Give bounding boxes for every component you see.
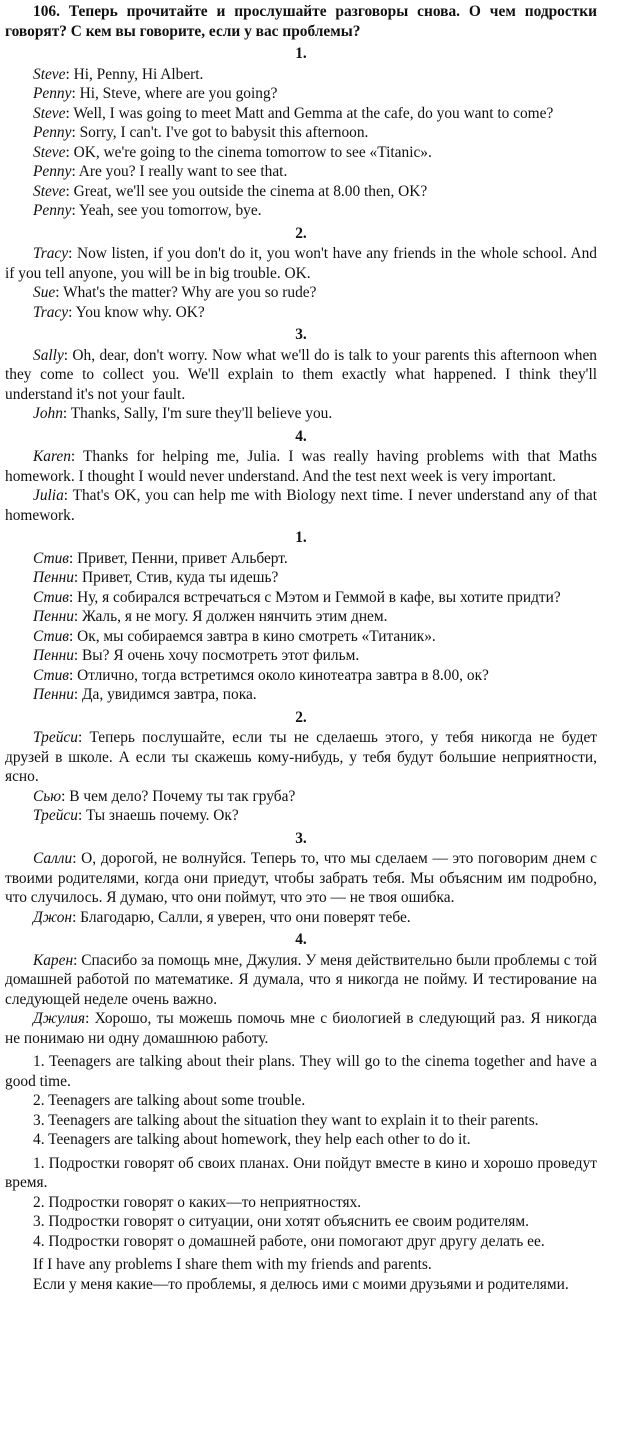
dialogue-line — [5, 549, 597, 569]
line-text: : О, дорогой, не волнуйся. Теперь то, что мы сделаем — это поговорим днем с твоими родителями, когда они приедут, чтобы забрать тебя. Мы объясним им подробно, что случилось. Я думаю, что они поймут, что это — не твоя ошибка. — [5, 850, 597, 906]
dialogue-line — [5, 728, 597, 787]
speaker-name: Пенни — [33, 647, 74, 664]
dialogue-line — [5, 244, 597, 283]
answer-item: 3. Teenagers are talking about the situation they want to explain it to their parents. — [33, 1111, 539, 1129]
line-text: : Oh, dear, don't worry. Now what we'll do is talk to your parents this afternoon when they come to collect you. We'll explain to them exactly what happened. I think they'll understand it's not your fault. — [5, 346, 597, 403]
en-dialogue-4 — [5, 427, 597, 526]
line-text: : Hi, Steve, where are you going? — [71, 85, 278, 102]
final-answer-ru: Если у меня какие—то проблемы, я делюсь ими с моими друзьями и родителями. — [33, 1275, 569, 1293]
line-text: : Great, we'll see you outside the cinema at 8.00 then, OK? — [65, 182, 428, 200]
speaker-name: Сью — [33, 787, 62, 805]
line-text: : Хорошо, ты можешь помочь мне с биологией в следующий раз. Я никогда не понимаю ни одну домашнюю работу. — [5, 1010, 597, 1047]
speaker-name: Салли — [33, 850, 73, 867]
dialogue-number: 3. — [295, 829, 307, 847]
en-dialogue-2 — [5, 224, 597, 323]
line-text: : Теперь послушайте, если ты не сделаешь этого, у тебя никогда не будет друзей в школе. А если ты скажешь кому-нибудь, у тебя будут большие неприятности, ясно. — [5, 729, 597, 785]
answer-item: 4. Teenagers are talking about homework, they help each other to do it. — [33, 1131, 471, 1148]
line-text: : Now listen, if you don't do it, you won't have any friends in the whole school. And if you tell anyone, you will be in big trouble. OK. — [5, 245, 597, 282]
speaker-name: Джон — [33, 908, 73, 926]
answers-english — [5, 1052, 597, 1150]
dialogue-line — [5, 182, 597, 202]
dialogue-line — [5, 951, 597, 1010]
speaker-name: Трейси — [33, 807, 78, 824]
russian-dialogues — [5, 528, 597, 1048]
answers-russian — [5, 1154, 597, 1252]
dialogue-line — [5, 404, 597, 424]
dialogue-number: 4. — [295, 427, 307, 445]
dialogue-line — [5, 123, 597, 143]
line-text: : Вы? Я очень хочу посмотреть этот фильм. — [73, 647, 360, 664]
ru-dialogue-4 — [5, 930, 597, 1048]
dialogue-line — [5, 666, 597, 686]
line-text: : Ок, мы собираемся завтра в кино смотреть «Титаник». — [68, 627, 436, 645]
dialogue-line — [5, 627, 597, 647]
answer-item: 2. Подростки говорят о каких—то неприятностях. — [33, 1193, 362, 1211]
speaker-name: Karen — [33, 448, 71, 465]
line-text: : Привет, Пенни, привет Альберт. — [68, 549, 288, 567]
answer-item: 1. Подростки говорят об своих планах. Они пойдут вместе в кино и хорошо проведут время. — [5, 1154, 597, 1191]
line-text: : Hi, Penny, Hi Albert. — [65, 65, 204, 83]
dialogue-line — [5, 908, 597, 928]
speaker-name: Penny — [33, 85, 72, 102]
line-text: : Привет, Стив, куда ты идешь? — [73, 569, 279, 586]
dialogue-line — [5, 303, 597, 323]
answer-item: 2. Teenagers are talking about some trouble. — [33, 1092, 306, 1109]
speaker-name: Steve — [33, 104, 66, 122]
speaker-name: Пенни — [33, 686, 74, 703]
line-text: : You know why. OK? — [68, 303, 205, 321]
dialogue-line — [5, 447, 597, 486]
dialogue-line — [5, 646, 597, 666]
line-text: : Благодарю, Салли, я уверен, что они поверят тебе. — [72, 908, 411, 926]
line-text: : Отлично, тогда встретимся около кинотеатра завтра в 8.00, ок? — [68, 666, 489, 684]
dialogue-line — [5, 104, 597, 124]
speaker-name: Sally — [33, 346, 64, 364]
dialogue-line — [5, 1009, 597, 1048]
dialogue-line — [5, 568, 597, 588]
line-text: : Are you? I really want to see that. — [71, 163, 288, 180]
dialogue-line — [5, 849, 597, 908]
dialogue-line — [5, 143, 597, 163]
dialogue-number: 3. — [295, 326, 307, 343]
dialogue-line — [5, 201, 597, 221]
en-dialogue-1 — [5, 44, 597, 221]
final-answer — [5, 1255, 597, 1294]
dialogue-number: 2. — [295, 708, 307, 726]
line-text: : Sorry, I can't. I've got to babysit this afternoon. — [71, 124, 369, 141]
answer-item: 4. Подростки говорят о домашней работе, они помогают друг другу делать ее. — [33, 1232, 545, 1250]
line-text: : Thanks, Sally, I'm sure they'll believe you. — [62, 405, 333, 422]
english-dialogues — [5, 44, 597, 525]
line-text: : Thanks for helping me, Julia. I was really having problems with that Maths homework. I thought I would never understand. And the test next week is very important. — [5, 448, 597, 485]
dialogue-line — [5, 588, 597, 608]
speaker-name: Стив — [33, 666, 69, 684]
ru-dialogue-2 — [5, 708, 597, 826]
dialogue-line — [5, 685, 597, 705]
line-text: : Yeah, see you tomorrow, bye. — [71, 202, 262, 219]
dialogue-line — [5, 486, 597, 525]
speaker-name: Steve — [33, 143, 66, 161]
line-text: : What's the matter? Why are you so rude? — [55, 284, 317, 301]
speaker-name: Стив — [33, 627, 69, 645]
dialogue-line — [5, 806, 597, 826]
dialogue-line — [5, 607, 597, 627]
speaker-name: Стив — [33, 588, 69, 606]
line-text: : В чем дело? Почему ты так груба? — [61, 787, 296, 805]
dialogue-number: 2. — [295, 224, 307, 242]
speaker-name: Steve — [33, 182, 66, 200]
speaker-name: Steve — [33, 65, 66, 83]
answer-item: 1. Teenagers are talking about their plans. They will go to the cinema together and have a good time. — [5, 1053, 597, 1090]
exercise-title: 106. Теперь прочитайте и прослушайте разговоры снова. О чем подростки говорят? С кем вы говорите, если у вас проблемы? — [5, 3, 597, 40]
dialogue-number: 1. — [295, 45, 307, 62]
speaker-name: Трейси — [33, 729, 78, 746]
final-answer-en: If I have any problems I share them with my friends and parents. — [33, 1256, 432, 1273]
speaker-name: Penny — [33, 124, 72, 141]
line-text: : Жаль, я не могу. Я должен нянчить этим днем. — [73, 608, 388, 625]
line-text: : Ты знаешь почему. Ок? — [77, 807, 239, 824]
speaker-name: Пенни — [33, 608, 74, 625]
speaker-name: Пенни — [33, 569, 74, 586]
speaker-name: Карен — [33, 951, 74, 969]
line-text: : Well, I was going to meet Matt and Gemma at the cafe, do you want to come? — [65, 104, 554, 122]
dialogue-line — [5, 346, 597, 405]
dialogue-line — [5, 65, 597, 85]
dialogue-number: 4. — [295, 931, 307, 948]
ru-dialogue-3 — [5, 829, 597, 928]
speaker-name: Tracy — [33, 303, 69, 321]
answer-item: 3. Подростки говорят о ситуации, они хотят объяснить ее своим родителям. — [33, 1213, 529, 1230]
ru-dialogue-1 — [5, 528, 597, 705]
speaker-name: Penny — [33, 202, 72, 219]
line-text: : Ну, я собирался встречаться с Мэтом и Геммой в кафе, вы хотите придти? — [68, 588, 561, 606]
speaker-name: Sue — [33, 284, 56, 301]
line-text: : Спасибо за помощь мне, Джулия. У меня действительно были проблемы с той домашней работой по математике. Я думала, что я никогда не пойму. И тестирование на следующей неделе очень важно. — [5, 951, 597, 1008]
line-text: : That's OK, you can help me with Biology next time. I never understand any of that homework. — [5, 487, 597, 524]
dialogue-line — [5, 162, 597, 182]
speaker-name: Penny — [33, 163, 72, 180]
line-text: : Да, увидимся завтра, пока. — [73, 686, 257, 703]
dialogue-number: 1. — [295, 529, 307, 546]
speaker-name: John — [33, 405, 63, 422]
dialogue-line — [5, 283, 597, 303]
speaker-name: Tracy — [33, 245, 69, 262]
en-dialogue-3 — [5, 325, 597, 424]
speaker-name: Джулия — [33, 1010, 86, 1027]
speaker-name: Julia — [33, 487, 64, 504]
dialogue-line — [5, 787, 597, 807]
line-text: : OK, we're going to the cinema tomorrow to see «Titanic». — [65, 143, 432, 161]
speaker-name: Стив — [33, 549, 69, 567]
dialogue-line — [5, 84, 597, 104]
